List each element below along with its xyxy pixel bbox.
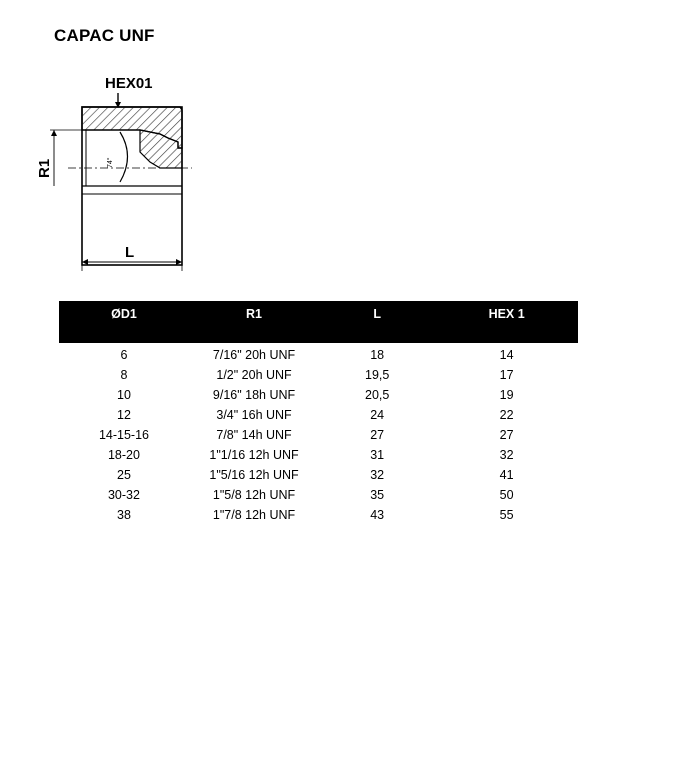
cell-od1: 6: [120, 348, 128, 362]
cell-hex1: 19: [499, 388, 514, 402]
technical-drawing: [30, 66, 230, 276]
table-row: [59, 405, 578, 425]
cell-od1: 8: [120, 368, 128, 382]
table-header-row: [59, 301, 578, 343]
table-row: [59, 505, 578, 525]
specs-table: [59, 301, 578, 525]
cell-l: 27: [370, 428, 385, 442]
cell-l: 19,5: [365, 368, 390, 382]
header-r1: R1: [246, 307, 263, 321]
cell-hex1: 50: [499, 488, 514, 502]
header-hex1: HEX 1: [488, 307, 525, 321]
cell-l: 35: [370, 488, 385, 502]
l-label: L: [125, 244, 135, 261]
angle-label: 74°: [107, 157, 114, 168]
cell-r1: 3/4" 16h UNF: [216, 408, 292, 422]
cell-r1: 1"5/8 12h UNF: [212, 488, 296, 502]
cell-hex1: 22: [499, 408, 514, 422]
cell-l: 31: [370, 448, 385, 462]
table-row: [59, 445, 578, 465]
table-row: [59, 425, 578, 445]
cell-hex1: 32: [499, 448, 514, 462]
table-row: [59, 343, 578, 365]
cell-hex1: 17: [499, 368, 514, 382]
cell-od1: 10: [117, 388, 131, 402]
cell-od1: 25: [117, 468, 131, 482]
page-title: CAPAC UNF: [54, 26, 155, 45]
cell-r1: 1"7/8 12h UNF: [212, 508, 296, 522]
cell-r1: 1/2" 20h UNF: [216, 368, 292, 382]
r1-arrow-top: [51, 130, 57, 136]
cell-l: 32: [370, 468, 385, 482]
l-arrow-right: [176, 259, 182, 265]
header-l: L: [373, 307, 381, 321]
cell-l: 24: [370, 408, 385, 422]
cell-od1: 30-32: [107, 488, 140, 502]
cell-od1: 18-20: [107, 448, 140, 462]
l-arrow-left: [82, 259, 88, 265]
cell-l: 20,5: [365, 388, 390, 402]
cell-od1: 12: [117, 408, 131, 422]
cell-r1: 7/16" 20h UNF: [212, 348, 296, 362]
cell-hex1: 14: [499, 348, 514, 362]
r1-label: R1: [36, 158, 53, 178]
table-row: [59, 385, 578, 405]
cell-hex1: 55: [499, 508, 514, 522]
cell-od1: 14-15-16: [98, 428, 149, 442]
cell-r1: 7/8" 14h UNF: [216, 428, 292, 442]
cell-l: 43: [370, 508, 385, 522]
cell-hex1: 27: [499, 428, 514, 442]
table-row: [59, 365, 578, 385]
cell-r1: 1"1/16 12h UNF: [209, 448, 299, 462]
cell-r1: 9/16" 18h UNF: [212, 388, 296, 402]
hex-label: HEX01: [105, 75, 153, 92]
cap-cone-curve: [120, 132, 128, 182]
cell-l: 18: [370, 348, 385, 362]
table-row: [59, 465, 578, 485]
header-od1: ØD1: [111, 307, 137, 321]
cell-od1: 38: [117, 508, 131, 522]
table-row: [59, 485, 578, 505]
cell-r1: 1"5/16 12h UNF: [209, 468, 299, 482]
cell-hex1: 41: [499, 468, 514, 482]
